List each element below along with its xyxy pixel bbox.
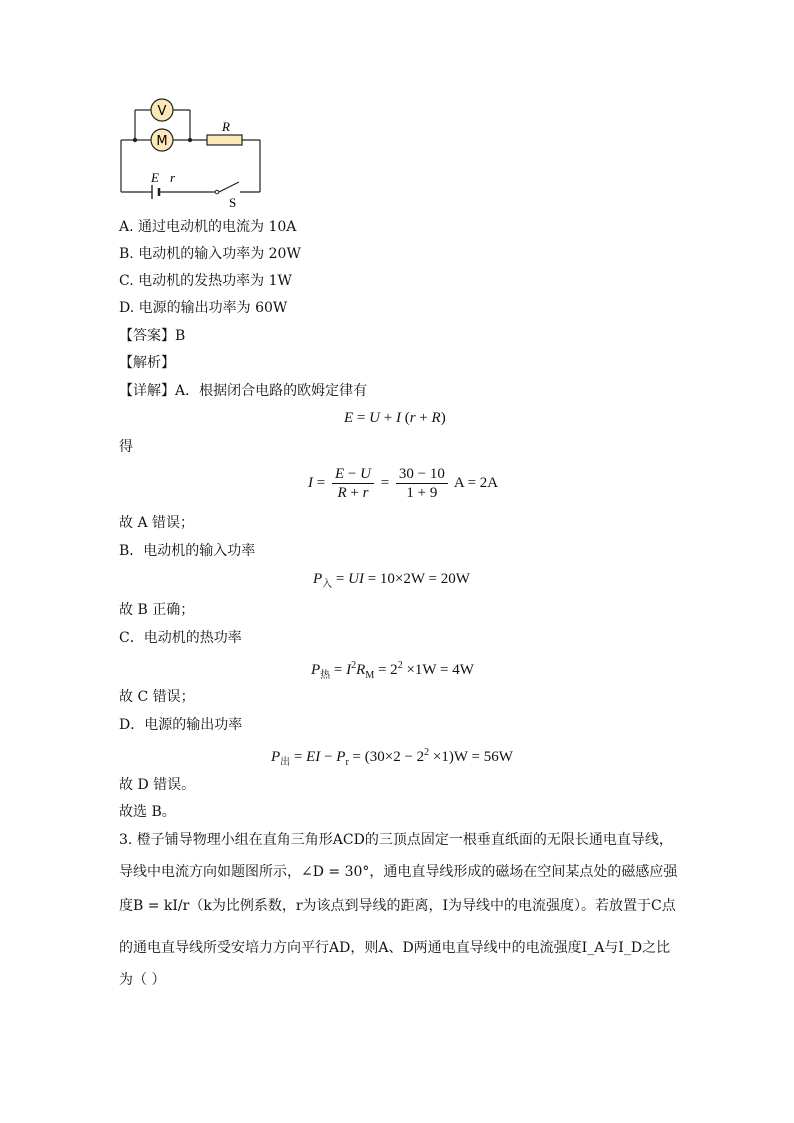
option-b: B. 电动机的输入功率为 20W xyxy=(119,246,301,262)
equation-heat-power: $P_热 = I^2R_M = 2^2 \times 1W = 4W$ xyxy=(311,660,474,681)
conclusion-a: 故 A 错误； xyxy=(119,515,195,531)
equation-output-power: $P_出$ = EI − $P_r = (30\times 2 - 2^2 \times 1)W = 56W$ xyxy=(271,747,513,768)
q3-line-1: 3. 橙子铺导物理小组在直角三角形ACD的三顶点固定一根垂直纸面的无限长通电直导线， xyxy=(119,832,673,848)
voltmeter-label: V xyxy=(157,104,167,119)
final-answer: 故选 B。 xyxy=(119,804,176,820)
motor-label: M xyxy=(156,134,168,149)
internal-r-label: r xyxy=(170,170,176,185)
d-heading: D．电源的输出功率 xyxy=(119,717,243,733)
switch-label: S xyxy=(229,195,237,210)
equation-current: I = $\frac{E - U}{R + r}$ = $\frac{30 - 10}{1 + 9}$ A = 2A xyxy=(308,466,499,501)
answer-line: 【答案】B xyxy=(119,328,186,344)
b-heading: B．电动机的输入功率 xyxy=(119,543,256,559)
conclusion-b: 故 B 正确； xyxy=(119,602,195,618)
option-c: C. 电动机的发热功率为 1W xyxy=(119,273,292,289)
option-d: D. 电源的输出功率为 60W xyxy=(119,300,288,316)
emf-label: E xyxy=(151,170,159,185)
q3-line-3: 度B = kI/r（k为比例系数，r为该点到导线的距离，I为导线中的电流强度）。若放置于C点 xyxy=(119,898,676,914)
conclusion-d: 故 D 错误。 xyxy=(119,777,196,793)
equation-input-power: $P_入$ = UI = 10×2W = 20W xyxy=(313,571,470,590)
q3-line-5: 为（ ） xyxy=(119,972,166,988)
equation-ohm: E = U + I (r + R) xyxy=(344,410,446,426)
resistor-label: R xyxy=(222,119,230,134)
circuit-diagram xyxy=(115,95,270,210)
resistor-symbol xyxy=(207,135,242,145)
option-a: A. 通过电动机的电流为 10A xyxy=(119,219,297,235)
c-heading: C．电动机的热功率 xyxy=(119,630,242,646)
de-line: 得 xyxy=(119,439,133,455)
q3-line-2: 导线中电流方向如题图所示，∠D = 30°，通电直导线形成的磁场在空间某点处的磁感应强 xyxy=(119,864,678,880)
analysis-heading: 【解析】 xyxy=(119,355,175,371)
q3-line-4: 的通电直导线所受安培力方向平行AD，则A、D两通电直导线中的电流强度I_A与I_D之比 xyxy=(119,940,671,956)
detail-line: 【详解】A．根据闭合电路的欧姆定律有 xyxy=(119,383,368,399)
conclusion-c: 故 C 错误； xyxy=(119,689,195,705)
